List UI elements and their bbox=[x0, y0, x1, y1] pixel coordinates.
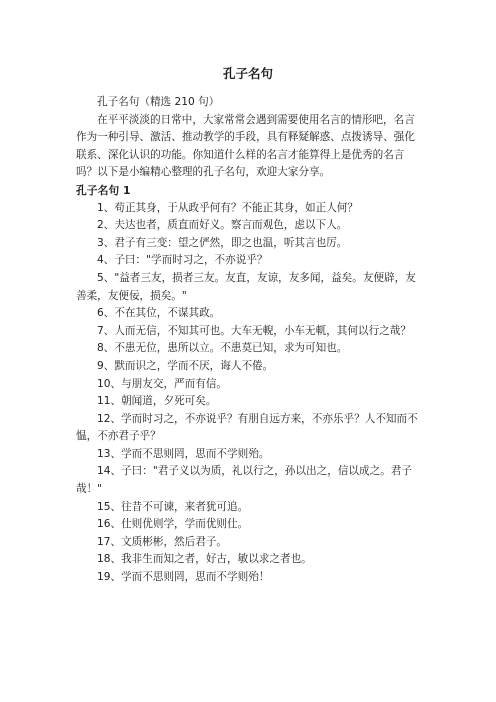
quote-item: 8、不患无位，患所以立。不患莫已知，求为可知也。 bbox=[97, 342, 348, 355]
quote-item: 10、与朋友交，严而有信。 bbox=[97, 377, 228, 390]
quote-item: 6、不在其位，不谋其政。 bbox=[97, 307, 221, 320]
intro-paragraph: 在平平淡淡的日常中，大家常常会遇到需要使用名言的情形吧，名言作为一种引导、激活、推动教学的手段，具有释疑解惑、点拨诱导、强化联系、深化认识的功能。你知道什么样的名言才能算得上是优秀的名言吗？以下是小编精心整理的孔子名句，欢迎大家分享。 bbox=[76, 113, 415, 179]
quote-item: 15、往昔不可谏，来者犹可追。 bbox=[97, 500, 249, 513]
page-title: 孔子名句 bbox=[222, 66, 273, 81]
quote-item: 12、学而时习之，不亦说乎？有朋自远方来，不亦乐乎？人不知而不愠，不亦君子乎？ bbox=[76, 412, 418, 443]
document-body bbox=[76, 94, 422, 587]
intro-line: 孔子名句（精选 210 句） bbox=[97, 96, 220, 108]
quote-item: 17、文质彬彬，然后君子。 bbox=[97, 535, 228, 548]
quote-item: 3、君子有三变：望之俨然，即之也温，听其言也厉。 bbox=[97, 236, 348, 249]
quote-item: 7、人而无信，不知其可也。大车无輗，小车无軏，其何以行之哉？ bbox=[97, 324, 411, 337]
quote-item: 11、朝闻道，夕死可矣。 bbox=[97, 395, 217, 408]
quote-item: 9、默而识之，学而不厌，诲人不倦。 bbox=[97, 359, 274, 372]
quote-item: 4、子曰："学而时习之，不亦说乎？ bbox=[97, 254, 268, 267]
section-heading: 孔子名句 1 bbox=[76, 183, 131, 197]
quote-item: 14、子曰："君子义以为质，礼以行之，孙以出之，信以成之。君子哉！" bbox=[76, 465, 412, 496]
quote-item: 16、仕则优则学，学而优则仕。 bbox=[97, 518, 249, 531]
quote-item: 13、学而不思则罔，思而不学则殆。 bbox=[97, 447, 270, 460]
quote-item: 5、"益者三友，损者三友。友直，友谅，友多闻，益矣。友便辟，友善柔，友便佞，损矣。" bbox=[76, 271, 416, 302]
quote-item: 2、夫达也者，质直而好义。察言而观色，虑以下人。 bbox=[97, 219, 348, 232]
quote-item: 19、学而不思则罔，思而不学则殆！ bbox=[97, 571, 270, 584]
quote-item: 18、我非生而知之者，好古，敏以求之者也。 bbox=[97, 553, 312, 566]
quote-item: 1、苟正其身，于从政乎何有？不能正其身，如正人何？ bbox=[97, 201, 358, 214]
